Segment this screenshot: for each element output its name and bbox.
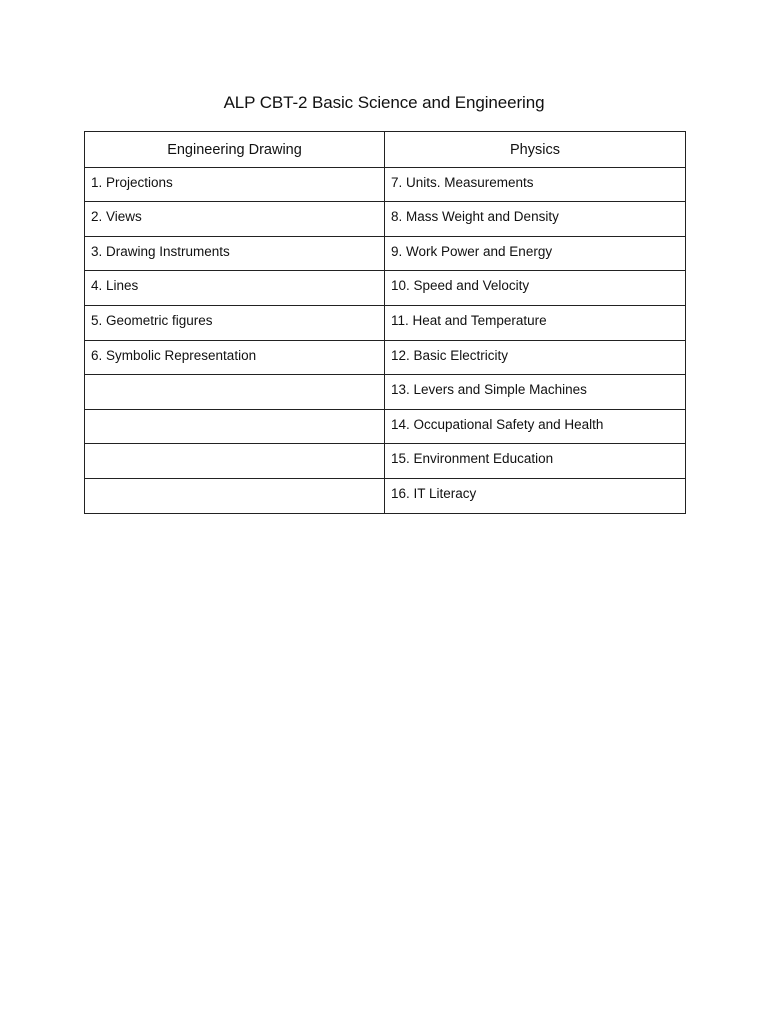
- table-cell: 5. Geometric figures: [85, 305, 385, 340]
- table-cell: 12. Basic Electricity: [385, 340, 686, 375]
- table-cell-empty: [85, 478, 385, 513]
- table-cell: 1. Projections: [85, 167, 385, 202]
- table-cell: 4. Lines: [85, 271, 385, 306]
- syllabus-table: [84, 131, 686, 514]
- table-cell: 9. Work Power and Energy: [385, 236, 686, 271]
- table-row: [85, 202, 686, 237]
- page-title: ALP CBT-2 Basic Science and Engineering: [223, 93, 545, 112]
- table-cell: 13. Levers and Simple Machines: [385, 375, 686, 410]
- table-row: [85, 340, 686, 375]
- table-cell: 2. Views: [85, 202, 385, 237]
- table-cell: 6. Symbolic Representation: [85, 340, 385, 375]
- table-row: [85, 305, 686, 340]
- column-header-physics: Physics: [385, 132, 686, 168]
- table-cell: 11. Heat and Temperature: [385, 305, 686, 340]
- table-row: [85, 271, 686, 306]
- table-cell: 3. Drawing Instruments: [85, 236, 385, 271]
- table-cell: 15. Environment Education: [385, 444, 686, 479]
- table-cell: 7. Units. Measurements: [385, 167, 686, 202]
- table-header-row: [85, 132, 686, 168]
- table-cell: 16. IT Literacy: [385, 478, 686, 513]
- table-cell: 10. Speed and Velocity: [385, 271, 686, 306]
- table-cell-empty: [85, 444, 385, 479]
- table-cell-empty: [85, 409, 385, 444]
- table-cell: 8. Mass Weight and Density: [385, 202, 686, 237]
- table-row: [85, 478, 686, 513]
- table-row: [85, 375, 686, 410]
- column-header-engineering-drawing: Engineering Drawing: [85, 132, 385, 168]
- table-cell-empty: [85, 375, 385, 410]
- table-row: [85, 444, 686, 479]
- table-row: [85, 236, 686, 271]
- table-row: [85, 409, 686, 444]
- table-row: [85, 167, 686, 202]
- table-cell: 14. Occupational Safety and Health: [385, 409, 686, 444]
